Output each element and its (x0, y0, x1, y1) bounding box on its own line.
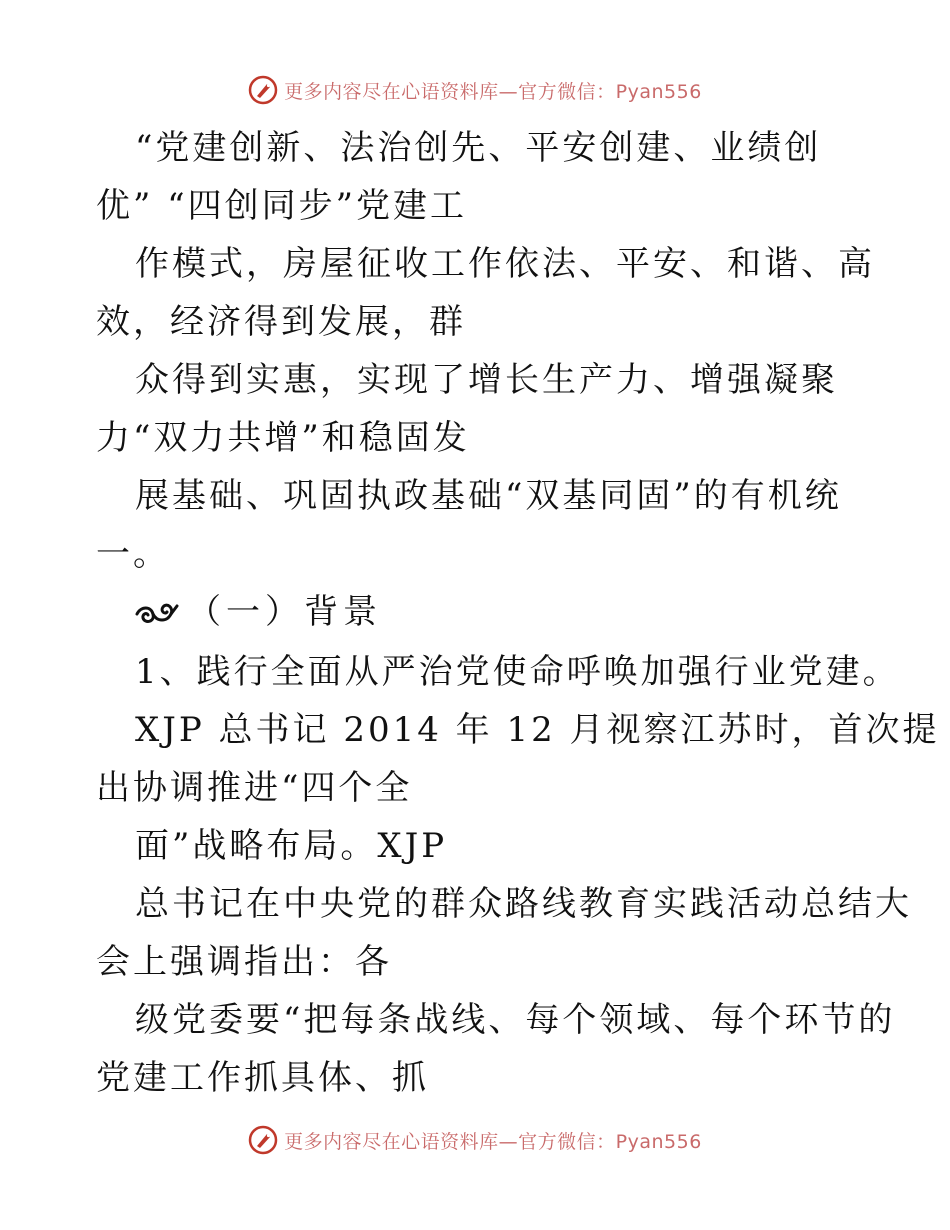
paragraph-line: 力“双力共增”和稳固发 (96, 418, 470, 458)
paragraph-line: 优” “四创同步”党建工 (96, 186, 467, 226)
paragraph-line: XJP 总书记 2014 年 12 月视察江苏时，首次提 (135, 710, 940, 750)
paragraph-line: 众得到实惠，实现了增长生产力、增强凝聚 (135, 360, 838, 400)
paragraph-line: 展基础、巩固执政基础“双基同固”的有机统 (135, 476, 842, 516)
watermark-text: 更多内容尽在心语资料库—官方微信：Pyan556 (284, 80, 702, 103)
paragraph-line: 效，经济得到发展，群 (96, 302, 466, 342)
paragraph-line: 党建工作抓具体、抓 (96, 1058, 429, 1098)
fleuron-ornament-icon (133, 592, 181, 632)
paragraph-line: 会上强调指出：各 (96, 942, 392, 982)
paragraph-line: 总书记在中央党的群众路线教育实践活动总结大 (135, 884, 912, 924)
watermark-text: 更多内容尽在心语资料库—官方微信：Pyan556 (284, 1130, 702, 1153)
section-heading-text: （一）背景 (187, 592, 382, 632)
paragraph-line: 一。 (96, 534, 170, 574)
paragraph-line: “党建创新、法治创先、平安创建、业绩创 (135, 128, 822, 168)
paragraph-line: 作模式，房屋征收工作依法、平安、和谐、高 (135, 244, 875, 284)
paragraph-line: 出协调推进“四个全 (96, 768, 413, 808)
footer-watermark (0, 1120, 950, 1160)
paragraph-line: 1、践行全面从严治党使命呼唤加强行业党建。 (135, 652, 900, 692)
paragraph-line: 面”战略布局。XJP (135, 826, 448, 866)
paragraph-line: 级党委要“把每条战线、每个领域、每个环节的 (135, 1000, 896, 1040)
pen-nib-logo-icon (248, 1125, 278, 1155)
section-heading (133, 592, 382, 632)
